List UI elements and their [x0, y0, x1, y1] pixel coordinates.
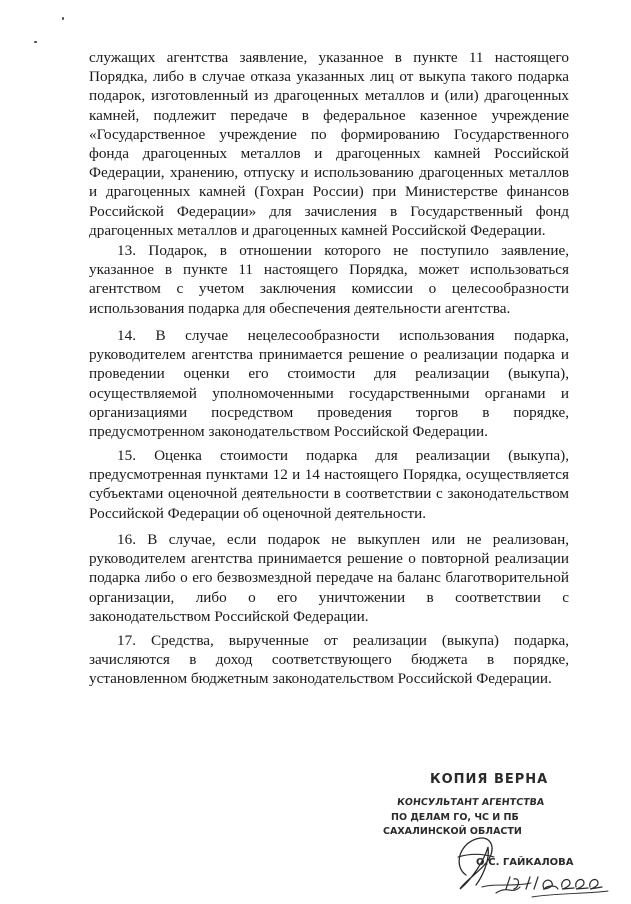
paragraph-continued — [89, 48, 569, 240]
paragraph-text: 14. В случае нецелесообразности использования подарка, руководителем агентства принимается решение о реализации подарка и проведении оценки его стоимости для реализации (выкупа), осуществляемой уполномоченными государственными органами и организациями посредством проведения торгов в порядке, предусмотренном законодательством Российской Федерации. — [89, 327, 569, 441]
paragraph-15 — [89, 446, 569, 523]
paragraph-14 — [89, 326, 569, 441]
paragraph-17 — [89, 631, 569, 689]
stamp-position-line: КОНСУЛЬТАНТ АГЕНТСТВА — [396, 797, 545, 808]
scan-speck — [34, 41, 37, 43]
paragraph-text: 17. Средства, вырученные от реализации (выкупа) подарка, зачисляются в доход соответствующего бюджета в порядке, установленном бюджетным законодательством Российской Федерации. — [89, 632, 569, 688]
paragraph-text: 15. Оценка стоимости подарка для реализации (выкупа), предусмотренная пунктами 12 и 14 настоящего Порядка, осуществляется субъектами оценочной деятельности в соответствии с законодательством Российской Федерации об оценочной деятельности. — [89, 447, 569, 522]
paragraph-13 — [89, 241, 569, 318]
handwritten-signature — [436, 827, 626, 902]
scan-speck — [62, 17, 64, 20]
paragraph-16 — [89, 530, 569, 626]
paragraph-text: служащих агентства заявление, указанное в пункте 11 настоящего Порядка, либо в случае отказа указанных лиц от выкупа такого подарка подарок, изготовленный из драгоценных металлов и (или) драгоценных камней, подлежит передаче в федеральное казенное учреждение «Государственное учреждение по формированию Государственного фонда драгоценных металлов и драгоценных камней Российской Федерации, хранению, отпуску и использованию драгоценных металлов и драгоценных камней (Гохран России) при Министерстве финансов Российской Федерации» для зачисления в Государственный фонд драгоценных металлов и драгоценных камней Российской Федерации. — [89, 49, 569, 239]
stamp-signer-name: О.С. ГАЙКАЛОВА — [476, 857, 574, 868]
paragraph-text: 13. Подарок, в отношении которого не поступило заявление, указанное в пункте 11 настоящего Порядка, может использоваться агентством с учетом заключения комиссии о целесообразности использования подарка для обеспечения деятельности агентства. — [89, 242, 569, 317]
paragraph-text: 16. В случае, если подарок не выкуплен или не реализован, руководителем агентства принимается решение о повторной реализации подарка либо о его безвозмездной передаче на баланс благотворительной организации, либо о его уничтожении в соответствии с законодательством Российской Федерации. — [89, 531, 569, 625]
stamp-department-line: ПО ДЕЛАМ ГО, ЧС И ПБ — [391, 812, 519, 823]
stamp-title: КОПИЯ ВЕРНА — [430, 772, 549, 787]
stamp-region-line: САХАЛИНСКОЙ ОБЛАСТИ — [383, 826, 522, 837]
